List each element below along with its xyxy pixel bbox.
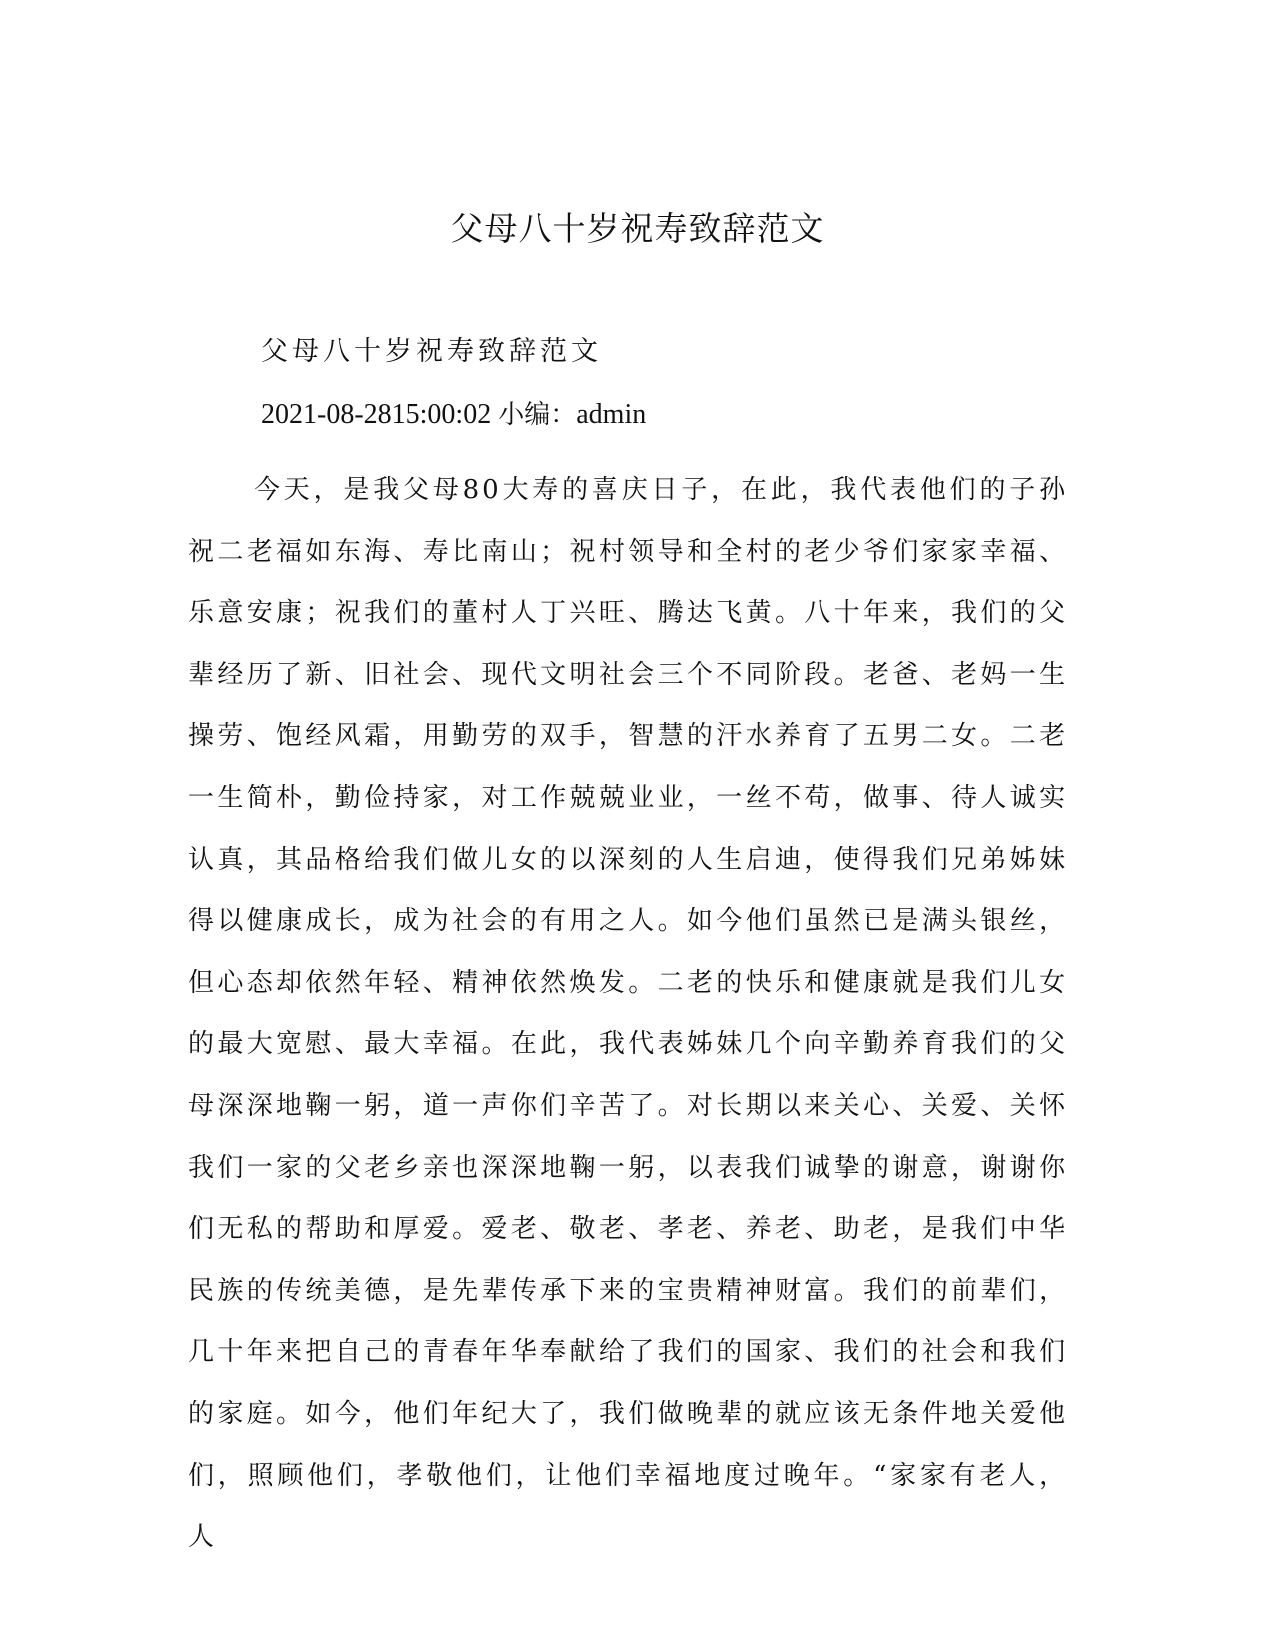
document-title: 父母八十岁祝寿致辞范文 (450, 209, 825, 248)
editor-name: admin (576, 399, 647, 430)
publish-datetime: 2021-08-2815:00:02 (261, 399, 492, 430)
article-body: 今天，是我父母80大寿的喜庆日子，在此，我代表他们的子孙祝二老福如东海、寿比南山；祝村领导和全村的老少爷们家家幸福、乐意安康；祝我们的董村人丁兴旺、腾达飞黄。八十年来，我们的父辈经历了新、旧社会、现代文明社会三个不同阶段。老爸、老妈一生操劳、饱经风霜，用勤劳的双手，智慧的汗水养育了五男二女。二老一生简朴，勤俭持家，对工作兢兢业业，一丝不苟，做事、待人诚实认真，其品格给我们做儿女的以深刻的人生启迪，使得我们兄弟姊妹得以健康成长，成为社会的有用之人。如今他们虽然已是满头银丝，但心态却依然年轻、精神依然焕发。二老的快乐和健康就是我们儿女的最大宽慰、最大幸福。在此，我代表姊妹几个向辛勤养育我们的父母深深地鞠一躬，道一声你们辛苦了。对长期以来关心、关爱、关怀我们一家的父老乡亲也深深地鞠一躬，以表我们诚挚的谢意，谢谢你们无私的帮助和厚爱。爱老、敬老、孝老、养老、助老，是我们中华民族的传统美德，是先辈传承下来的宝贵精神财富。我们的前辈们，几十年来把自己的青春年华奉献给了我们的国家、我们的社会和我们的家庭。如今，他们年纪大了，我们做晚辈的就应该无条件地关爱他们，照顾他们，孝敬他们，让他们幸福地度过晚年。“家家有老人，人 (188, 475, 1068, 1553)
editor-label: 小编： (498, 400, 577, 430)
article-meta (261, 397, 646, 433)
article-subtitle: 父母八十岁祝寿致辞范文 (261, 336, 602, 367)
